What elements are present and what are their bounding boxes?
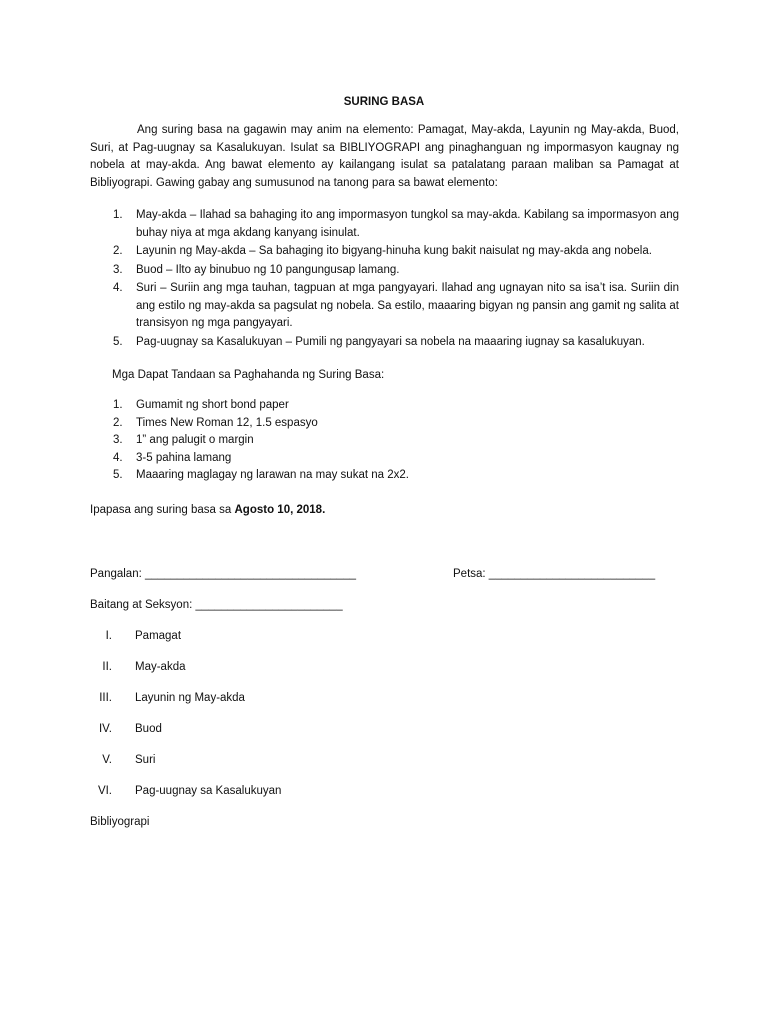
deadline-prefix: Ipapasa ang suring basa sa: [90, 504, 235, 516]
list-text: 3-5 pahina lamang: [136, 451, 232, 464]
list-number: 1.: [113, 399, 123, 411]
reminders-heading: Mga Dapat Tandaan sa Paghahanda ng Suring Basa:: [112, 369, 385, 381]
list-item: [90, 397, 490, 415]
date-field: Petsa: __________________________: [453, 568, 656, 580]
outline-number: I.: [105, 630, 112, 642]
list-item: [90, 262, 679, 280]
outline-text: Buod: [135, 723, 162, 735]
list-item: [90, 432, 490, 450]
name-field: Pangalan: _________________________________: [90, 568, 357, 580]
deadline-date: Agosto 10, 2018.: [234, 504, 326, 516]
outline-number: V.: [102, 754, 112, 766]
section-field: Baitang at Seksyon: _______________________: [90, 599, 343, 611]
list-item: [90, 280, 679, 333]
list-item: [90, 207, 679, 242]
list-number: 2.: [113, 416, 123, 429]
reminders-list: [90, 397, 490, 485]
list-text: Maaaring maglagay ng larawan na may sukat na 2x2.: [136, 469, 409, 481]
list-number: 5.: [113, 335, 123, 348]
list-text: Layunin ng May-akda – Sa bahaging ito bigyang-hinuha kung bakit naisulat ng may-akda ang nobela.: [136, 245, 652, 257]
outline-number: III.: [99, 692, 112, 704]
outline-number: II.: [102, 661, 112, 673]
deadline-line: [90, 502, 325, 520]
list-item: [90, 243, 679, 261]
outline-text: Pamagat: [135, 630, 182, 642]
list-text: Times New Roman 12, 1.5 espasyo: [136, 416, 318, 429]
list-number: 2.: [113, 245, 123, 257]
list-number: 3.: [113, 434, 123, 446]
outline-text: Pag-uugnay sa Kasalukuyan: [135, 785, 282, 797]
list-item: [90, 450, 490, 468]
outline-number: IV.: [98, 723, 112, 735]
outline-text: Suri: [135, 754, 156, 766]
list-text: Gumamit ng short bond paper: [136, 399, 289, 411]
outline-text: May-akda: [135, 661, 186, 673]
bibliography-heading: Bibliyograpi: [90, 816, 150, 828]
list-text: Suri – Suriin ang mga tauhan, tagpuan at mga pangyayari. Ilahad ang ugnayan nito sa isa’t isa. Suriin din ang estilo ng may-akda sa pagsulat ng nobela. Sa estilo, maaaring bigyan ng pansin ang gamit ng salita at transisyon ng mga pangyayari.: [136, 282, 679, 329]
list-text: 1” ang palugit o margin: [136, 434, 254, 446]
list-number: 4.: [113, 451, 123, 464]
list-item: [90, 334, 679, 352]
list-text: May-akda – Ilahad sa bahaging ito ang impormasyon tungkol sa may-akda. Kabilang sa impormasyon ang buhay niya at mga akdang kanyang isinulat.: [136, 209, 679, 239]
outline-number: VI.: [97, 785, 112, 797]
intro-text: Ang suring basa na gagawin may anim na elemento: Pamagat, May-akda, Layunin ng May-akda, Buod, Suri, at Pag-uugnay sa Kasalukuyan. Isulat sa BIBLIYOGRAPI ang pinaghanguan ng impormasyon kaugnay ng nobela at may-akda. Ang bawat elemento ay kailangang isulat sa patalatang paraan maliban sa Pamagat at Bibliyograpi. Gawing gabay ang sumusunod na tanong para sa bawat elemento:: [90, 124, 679, 189]
list-text: Buod – Ilto ay binubuo ng 10 pangungusap lamang.: [136, 263, 400, 276]
page-title: SURING BASA: [343, 96, 425, 108]
list-text: Pag-uugnay sa Kasalukuyan – Pumili ng pangyayari sa nobela na maaaring iugnay sa kasalukuyan.: [136, 335, 645, 348]
list-item: [90, 415, 490, 433]
list-number: 1.: [113, 209, 123, 221]
intro-paragraph: [90, 122, 679, 192]
list-number: 3.: [113, 263, 123, 276]
list-item: [90, 467, 490, 485]
element-list: [90, 207, 679, 352]
list-number: 4.: [113, 282, 123, 294]
outline-text: Layunin ng May-akda: [135, 692, 245, 704]
list-number: 5.: [113, 469, 123, 481]
